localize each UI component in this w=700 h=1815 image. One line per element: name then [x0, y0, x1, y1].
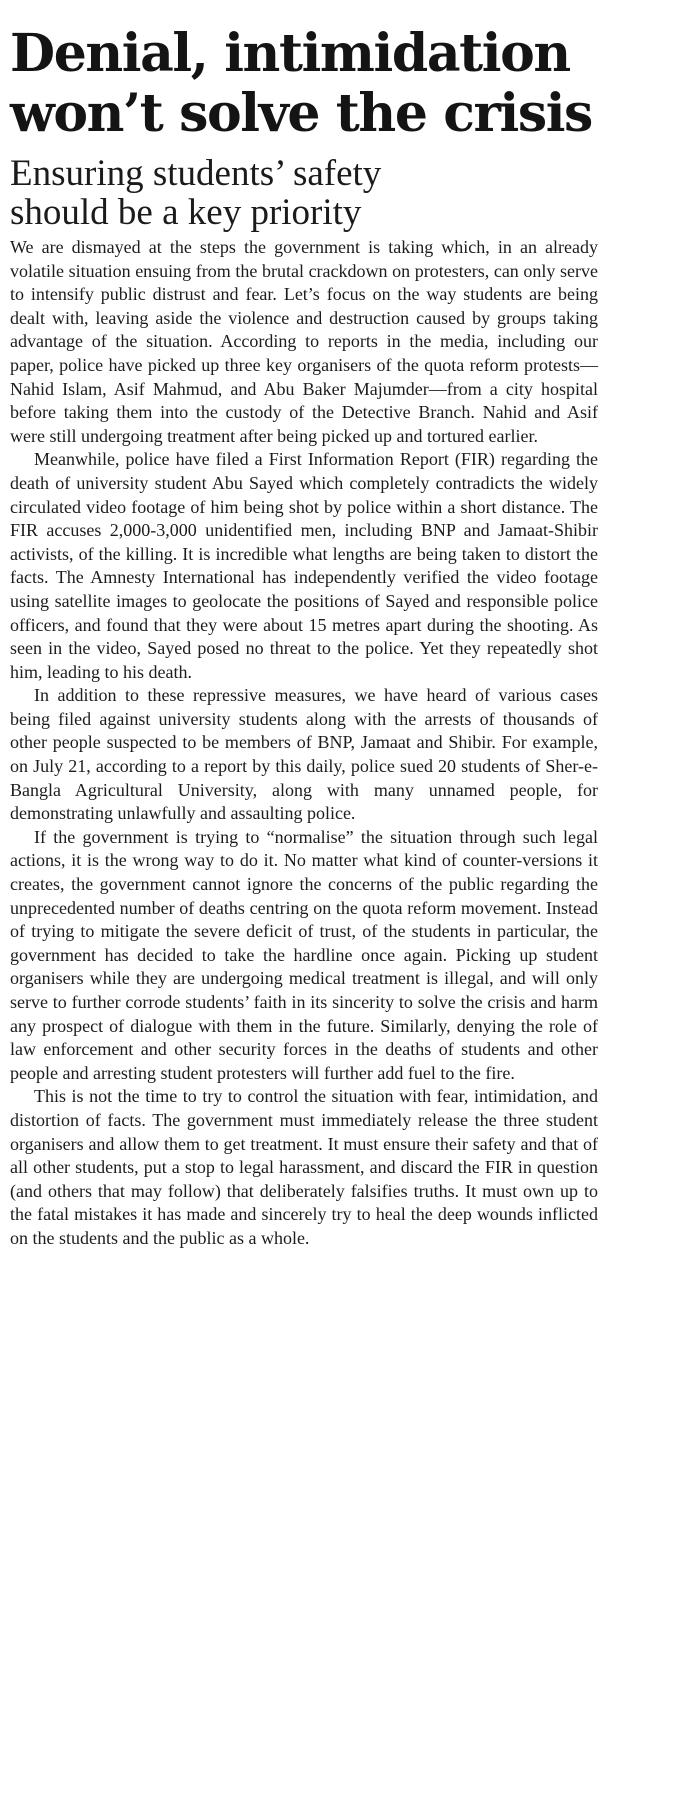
subheadline-line-1: Ensuring students’ safety — [10, 153, 382, 194]
paragraph-4: If the government is trying to “normalise” the situation through such legal actions, it is the wrong way to do it. No matter what kind of counter-versions it creates, the government cannot ignore the concerns of the public regarding the unprecedented number of deaths centring on the quota reform movement. Instead of trying to mitigate the severe deficit of trust, of the students in particular, the government has decided to take the hardline once again. Picking up student organisers while they are undergoing medical treatment is illegal, and will only serve to further corrode students’ faith in its sincerity to solve the crisis and harm any prospect of dialogue with them in the future. Similarly, denying the role of law enforcement and other security forces in the deaths of students and other people and arresting student protesters will further add fuel to the fire. — [10, 826, 598, 1083]
subheadline — [10, 154, 598, 232]
subheadline-line-2: should be a key priority — [10, 192, 362, 233]
editorial-article — [10, 0, 598, 1251]
paragraph-1: We are dismayed at the steps the government is taking which, in an already volatile situation ensuing from the brutal crackdown on protesters, can only serve to intensify public distrust and fear. Let’s focus on the way students are being dealt with, leaving aside the violence and destruction caused by groups taking advantage of the situation. According to reports in the media, including our paper, police have picked up three key organisers of the quota reform protests—Nahid Islam, Asif Mahmud, and Abu Baker Majumder—from a city hospital before taking them into the custody of the Detective Branch. Nahid and Asif were still undergoing treatment after being picked up and tortured earlier. — [10, 237, 598, 446]
paragraph-2: Meanwhile, police have filed a First Information Report (FIR) regarding the death of university student Abu Sayed which completely contradicts the widely circulated video footage of him being shot by police within a short distance. The FIR accuses 2,000-3,000 unidentified men, including BNP and Jamaat-Shibir activists, of the killing. It is incredible what lengths are being taken to distort the facts. The Amnesty International has independently verified the video footage using satellite images to geolocate the positions of Sayed and responsible police officers, and found that they were about 15 metres apart during the shooting. As seen in the video, Sayed posed no threat to the police. Yet they repeatedly shot him, leading to his death. — [10, 449, 598, 682]
paragraph-5: This is not the time to try to control the situation with fear, intimidation, and distortion of facts. The government must immediately release the three student organisers and allow them to get treatment. It must ensure their safety and that of all other students, put a stop to legal harassment, and discard the FIR in question (and others that may follow) that deliberately falsifies truths. It must own up to the fatal mistakes it has made and sincerely try to heal the deep wounds inflicted on the students and the public as a whole. — [10, 1086, 598, 1248]
article-body — [10, 236, 598, 1251]
headline — [10, 24, 598, 144]
headline-line-2: won’t solve the crisis — [10, 83, 592, 144]
headline-line-1: Denial, intimidation — [10, 23, 570, 84]
paragraph-3: In addition to these repressive measures, we have heard of various cases being filed against university students along with the arrests of thousands of other people suspected to be members of BNP, Jamaat and Shibir. For example, on July 21, according to a report by this daily, police sued 20 students of Sher-e-Bangla Agricultural University, along with many unnamed people, for demonstrating unlawfully and assaulting police. — [10, 685, 598, 824]
